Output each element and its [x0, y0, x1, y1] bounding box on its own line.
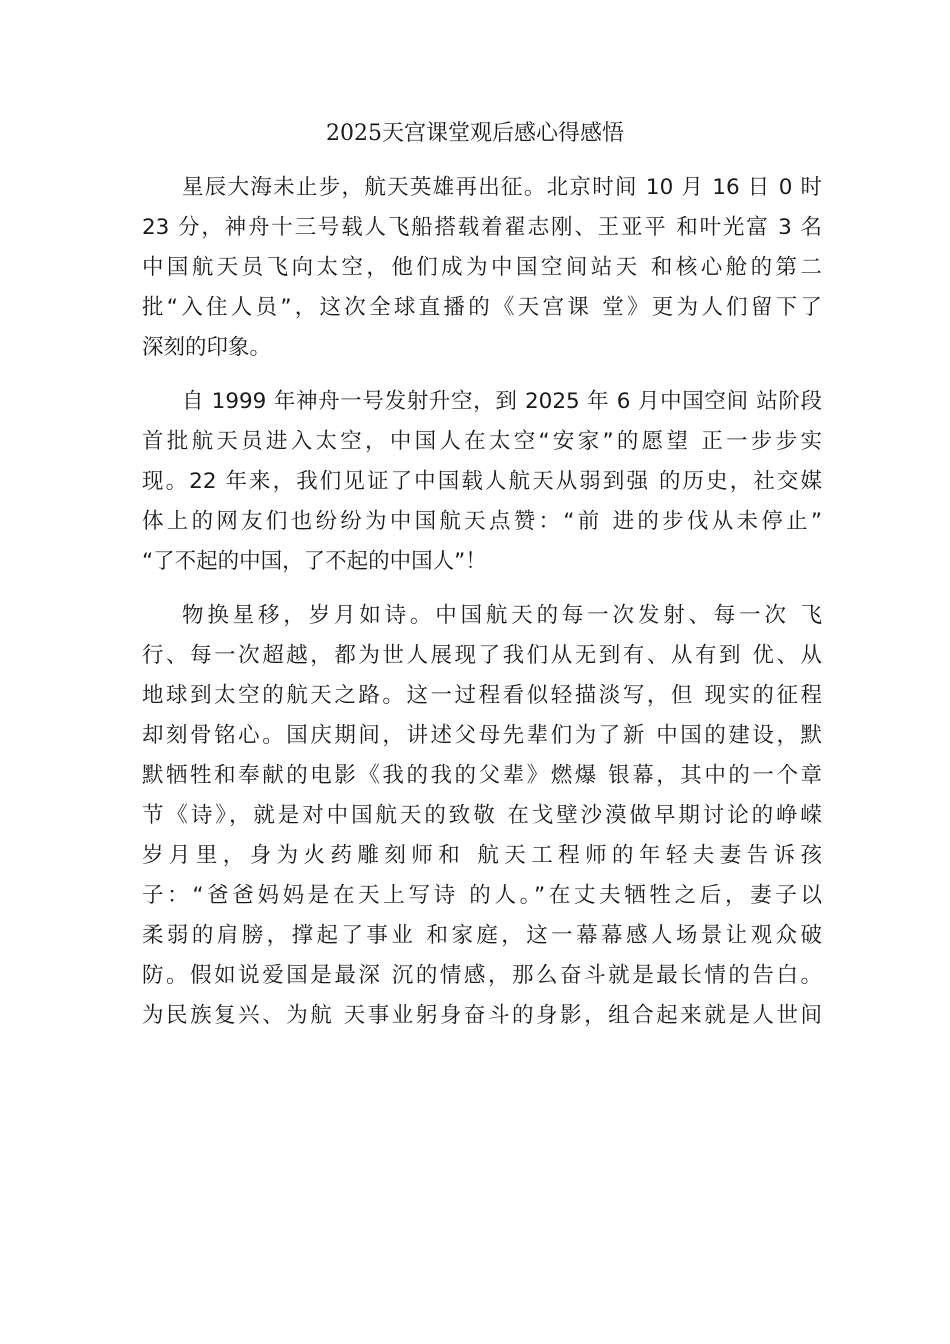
paragraph-2: [142, 382, 822, 582]
text-line: 星辰大海未止步，航天英雄再出征。北京时间 10 月 16 日 0 时: [182, 175, 822, 200]
page-title: 2025天宫课堂观后感心得感悟: [326, 121, 624, 146]
text-line: 行、每一次超越，都为世人展现了我们从无到有、从有到 优、从: [142, 643, 822, 668]
text-line: 为民族复兴、为航 天事业躬身奋斗的身影，组合起来就是人世间: [142, 1003, 822, 1028]
text-line: 默牺牲和奉献的电影《我的我的父辈》燃爆 银幕，其中的一个章: [142, 763, 822, 788]
text-line: 却刻骨铭心。国庆期间，讲述父母先辈们为了新 中国的建设，默: [142, 723, 822, 748]
text-line: 体上的网友们也纷纷为中国航天点赞：“前 进的步伐从未停止”: [142, 509, 822, 534]
paragraph-1: [142, 168, 822, 368]
text-line: 现。22 年来，我们见证了中国载人航天从弱到强 的历史，社交媒: [142, 469, 822, 494]
paragraph-gap: [142, 368, 822, 382]
text-line: 地球到太空的航天之路。这一过程看似轻描淡写，但 现实的征程: [142, 683, 822, 708]
text-line: 岁月里，身为火药雕刻师和 航天工程师的年轻夫妻告诉孩: [142, 843, 822, 868]
text-line: “了不起的中国，了不起的中国人”！: [142, 549, 487, 574]
text-line: 深刻的印象。: [142, 335, 272, 360]
text-line: 柔弱的肩膀，撑起了事业 和家庭，这一幕幕感人场景让观众破: [142, 923, 822, 948]
text-line: 物换星移，岁月如诗。中国航天的每一次发射、每一次 飞: [182, 603, 822, 628]
text-line: 自 1999 年神舟一号发射升空，到 2025 年 6 月中国空间 站阶段: [182, 389, 822, 414]
paragraph-3: [142, 596, 822, 1036]
document-body: [142, 168, 822, 1036]
text-line: 首批航天员进入太空，中国人在太空“安家”的愿望 正一步步实: [142, 429, 822, 454]
text-line: 批“入住人员”，这次全球直播的《天宫课 堂》更为人们留下了: [142, 295, 822, 320]
text-line: 节《诗》，就是对中国航天的致敬 在戈壁沙漠做早期讨论的峥嵘: [142, 803, 822, 828]
paragraph-gap: [142, 582, 822, 596]
text-line: 子：“爸爸妈妈是在天上写诗 的人。”在丈夫牺牲之后，妻子以: [142, 883, 822, 908]
text-line: 防。假如说爱国是最深 沉的情感，那么奋斗就是最长情的告白。: [142, 963, 822, 988]
text-line: 中国航天员飞向太空，他们成为中国空间站天 和核心舱的第二: [142, 255, 822, 280]
text-line: 23 分，神舟十三号载人飞船搭载着翟志刚、王亚平 和叶光富 3 名: [142, 215, 822, 240]
